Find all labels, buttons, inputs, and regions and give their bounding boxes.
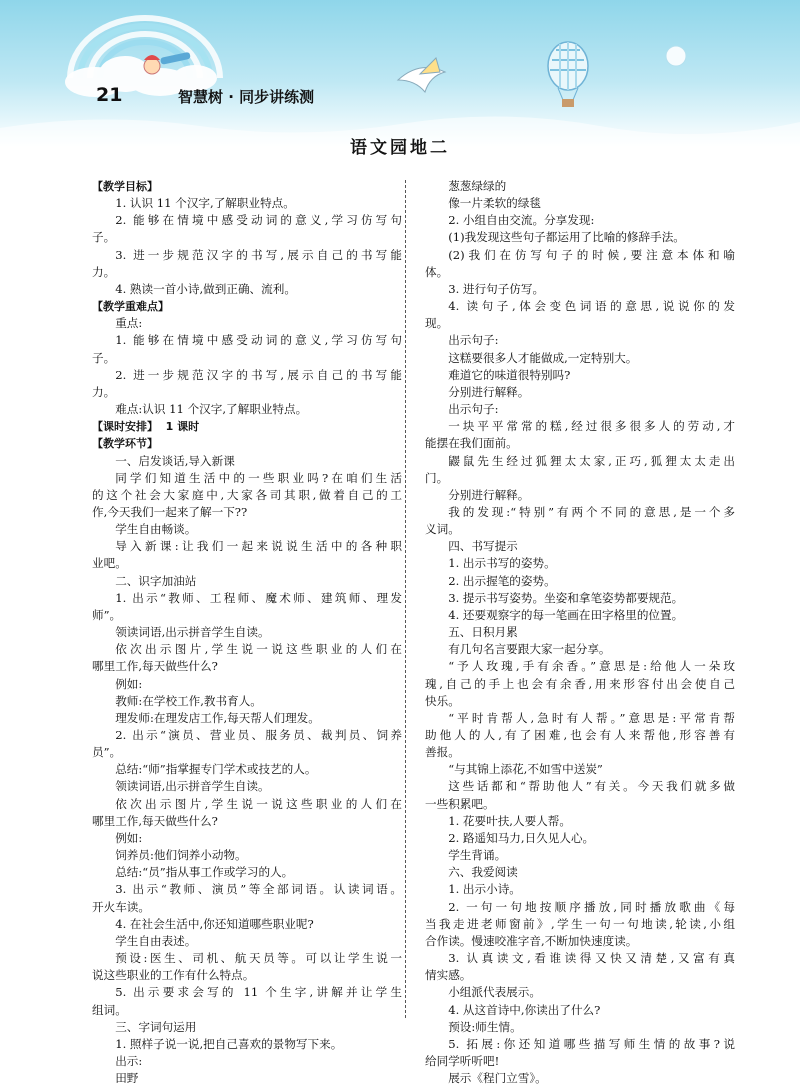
left-column-line: 力。 <box>92 384 116 399</box>
series-title: 智慧树 · 同步讲练测 <box>178 88 315 106</box>
bird-icon <box>398 58 445 92</box>
right-column-line: 出示句子: <box>448 333 499 348</box>
left-column-line: 哪里工作,每天做些什么? <box>92 813 218 828</box>
left-column-line: 的这个社会大家庭中,大家各司其职,做着自己的工 <box>92 487 402 502</box>
right-column-line: (2)我们在仿写句子的时候,要注意本体和喻 <box>448 247 735 262</box>
right-column-line: 像一片柔软的绿毯 <box>448 196 541 211</box>
left-column-line: 力。 <box>92 264 116 279</box>
left-column-line: 领读词语,出示拼音学生自读。 <box>115 779 270 794</box>
left-column-line: 例如: <box>115 676 143 691</box>
right-column-line: 门。 <box>425 470 449 485</box>
left-column-line: 【课时安排】 1 课时 <box>92 420 200 434</box>
left-column-line: 4. 熟读一首小诗,做到正确、流利。 <box>115 281 296 296</box>
right-column-line: 出示句子: <box>448 402 499 417</box>
right-column-line: 现。 <box>425 316 449 331</box>
left-column-line: 总结:“师”指掌握专门学术或技艺的人。 <box>115 762 317 777</box>
right-column-line: 一些积累吧。 <box>425 796 495 811</box>
right-column-line: 2. 路遥知马力,日久见人心。 <box>448 830 595 845</box>
left-column-line: 二、识字加油站 <box>115 573 197 588</box>
banner-illustration <box>0 0 800 148</box>
right-column-line: 1. 花要叶扶,人要人帮。 <box>448 813 571 828</box>
right-column-line: “予人玫瑰,手有余香。”意思是:给他人一朵玫 <box>448 659 735 674</box>
left-column-line: 总结:“员”指从事工作或学习的人。 <box>115 865 294 880</box>
left-column-line: 理发师:在理发店工作,每天帮人们理发。 <box>115 710 320 725</box>
left-column-line: 子。 <box>92 350 116 365</box>
left-column-line: 依次出示图片,学生说一说这些职业的人们在 <box>115 796 402 811</box>
left-column-line: 1. 照样子说一说,把自己喜欢的景物写下来。 <box>115 1036 343 1051</box>
left-column-line: 例如: <box>115 830 143 845</box>
right-column-line: 有几句名言要跟大家一起分享。 <box>448 642 611 657</box>
left-column-line: 业吧。 <box>92 556 127 571</box>
right-column-line: “平时肯帮人,急时有人帮。”意思是:平常肯帮 <box>448 710 735 725</box>
left-column-line: 哪里工作,每天做些什么? <box>92 659 218 674</box>
right-column-line: “与其锦上添花,不如雪中送炭” <box>448 762 603 777</box>
left-column-line: 预设:医生、司机、航天员等。可以让学生说一 <box>115 951 402 966</box>
right-column-line: 善报。 <box>425 745 460 760</box>
left-column-line: 依次出示图片,学生说一说这些职业的人们在 <box>115 642 402 657</box>
right-column-line: 鼹鼠先生经过狐狸太太家,正巧,狐狸太太走出 <box>448 453 735 468</box>
right-column-line: 一块平平常常的糕,经过很多很多人的劳动,才 <box>448 419 735 434</box>
right-column-line: 当我走进老师窗前》,学生一句一句地读,轮读,小组 <box>425 916 735 931</box>
right-column-line: 葱葱绿绿的 <box>448 179 507 193</box>
left-column-line: 【教学目标】 <box>92 180 158 193</box>
right-column <box>425 178 735 1087</box>
left-column-line: 1. 能够在情境中感受动词的意义,学习仿写句 <box>115 333 402 348</box>
right-column-line: (1)我发现这些句子都运用了比喻的修辞手法。 <box>448 230 685 245</box>
left-column-line: 2. 进一步规范汉字的书写,展示自己的书写能 <box>115 367 402 382</box>
left-column-line: 1. 出示“教师、工程师、魔术师、建筑师、理发 <box>115 590 402 605</box>
left-column-line: 作,今天我们一起来了解一下?? <box>92 504 248 519</box>
right-column-line: 四、书写提示 <box>448 539 518 554</box>
left-column-line: 【教学重难点】 <box>92 300 169 314</box>
page-number: 21 <box>96 84 123 106</box>
left-column-line: 【教学环节】 <box>92 437 158 451</box>
left-column-line: 说这些职业的工作有什么特点。 <box>92 968 255 983</box>
left-column-line: 导入新课:让我们一起来说说生活中的各种职 <box>115 539 402 554</box>
left-column-line: 师”。 <box>92 607 122 622</box>
right-column-line: 小组派代表展示。 <box>448 985 541 1000</box>
right-column-line: 1. 出示小诗。 <box>448 882 521 897</box>
right-column-line: 2. 出示握笔的姿势。 <box>448 573 556 588</box>
left-column-line: 学生自由表述。 <box>115 933 197 948</box>
right-column-line: 我的发现:“特别”有两个不同的意思,是一个多 <box>448 504 735 519</box>
right-column-line: 学生背诵。 <box>448 848 507 863</box>
right-column-line: 快乐。 <box>425 693 460 708</box>
left-column-line: 1. 认识 11 个汉字,了解职业特点。 <box>115 196 295 211</box>
right-column-line: 五、日积月累 <box>448 625 518 640</box>
right-column-line: 分别进行解释。 <box>448 487 530 502</box>
sun-icon <box>666 46 686 66</box>
left-column-line: 员”。 <box>92 745 122 760</box>
right-column-line: 这糕要很多人才能做成,一定特别大。 <box>448 350 638 365</box>
right-column-line: 难道它的味道很特别吗? <box>448 367 571 382</box>
right-column-line: 能摆在我们面前。 <box>425 436 518 451</box>
right-column-line: 义词。 <box>425 522 460 537</box>
right-column-line: 六、我爱阅读 <box>448 865 518 880</box>
left-column-line: 2. 能够在情境中感受动词的意义,学习仿写句 <box>115 213 402 228</box>
right-column-line: 2. 一句一句地按顺序播放,同时播放歌曲《每 <box>448 899 735 914</box>
left-column-line: 出示: <box>115 1053 143 1068</box>
left-column-line: 领读词语,出示拼音学生自读。 <box>115 625 270 640</box>
right-column-line: 3. 认真读文,看谁读得又快又清楚,又富有真 <box>448 951 735 966</box>
right-column-line: 给同学听听吧! <box>425 1053 500 1068</box>
left-column-line: 饲养员:他们饲养小动物。 <box>115 848 247 863</box>
left-column-line: 2. 出示“演员、营业员、服务员、裁判员、饲养 <box>115 728 402 742</box>
right-column-line: 4. 从这首诗中,你读出了什么? <box>448 1002 601 1017</box>
left-column-line: 5. 出示要求会写的 11 个生字,讲解并让学生 <box>115 985 402 1000</box>
right-column-line: 助他人的人,有了困难,也会有人来帮他,形容善有 <box>425 728 735 742</box>
hot-air-balloon-icon <box>548 42 588 107</box>
left-column-line: 一、启发谈话,导入新课 <box>115 453 235 468</box>
right-column-line: 情实感。 <box>425 968 472 983</box>
right-column-line: 瑰,自己的手上也会有余香,用来形容付出会使自己 <box>425 676 735 691</box>
left-column-line: 子。 <box>92 230 116 245</box>
right-column-line: 展示《程门立雪》。 <box>448 1071 547 1086</box>
right-column-line: 5. 拓展:你还知道哪些描写师生情的故事?说 <box>448 1036 735 1051</box>
left-column-line: 3. 进一步规范汉字的书写,展示自己的书写能 <box>115 247 402 262</box>
left-column-line: 4. 在社会生活中,你还知道哪些职业呢? <box>115 916 314 931</box>
left-column-line: 田野 <box>115 1071 139 1086</box>
right-column-line: 4. 还要观察字的每一笔画在田字格里的位置。 <box>448 607 684 622</box>
left-column-line: 教师:在学校工作,教书育人。 <box>115 693 262 708</box>
left-column-line: 3. 出示“教师、演员”等全部词语。认读词语。 <box>115 882 402 897</box>
right-column-line: 分别进行解释。 <box>448 384 530 399</box>
right-column-line: 2. 小组自由交流。分享发现: <box>448 213 595 228</box>
left-column-line: 难点:认识 11 个汉字,了解职业特点。 <box>115 402 308 417</box>
page-title: 语文园地二 <box>350 138 450 158</box>
left-column-line: 同学们知道生活中的一些职业吗?在咱们生活 <box>115 470 402 485</box>
right-column-line: 这些话都和“帮助他人”有关。今天我们就多做 <box>448 779 735 794</box>
right-column-line: 预设:师生情。 <box>448 1019 522 1034</box>
left-column-line: 组词。 <box>92 1002 127 1017</box>
column-divider <box>405 180 406 1018</box>
left-column-line: 重点: <box>115 316 143 331</box>
left-column <box>92 178 402 1087</box>
right-column-line: 体。 <box>425 264 449 279</box>
left-column-line: 开火车读。 <box>92 899 150 914</box>
header-banner <box>0 0 800 148</box>
right-column-line: 3. 提示书写姿势。坐姿和拿笔姿势都要规范。 <box>448 590 684 605</box>
left-column-line: 学生自由畅谈。 <box>115 522 197 537</box>
right-column-line: 合作读。慢速咬准字音,不断加快速度读。 <box>425 933 638 948</box>
right-column-line: 4. 读句子,体会变色词语的意思,说说你的发 <box>448 299 735 314</box>
right-column-line: 3. 进行句子仿写。 <box>448 281 545 296</box>
left-column-line: 三、字词句运用 <box>115 1019 197 1034</box>
right-column-line: 1. 出示书写的姿势。 <box>448 556 556 571</box>
